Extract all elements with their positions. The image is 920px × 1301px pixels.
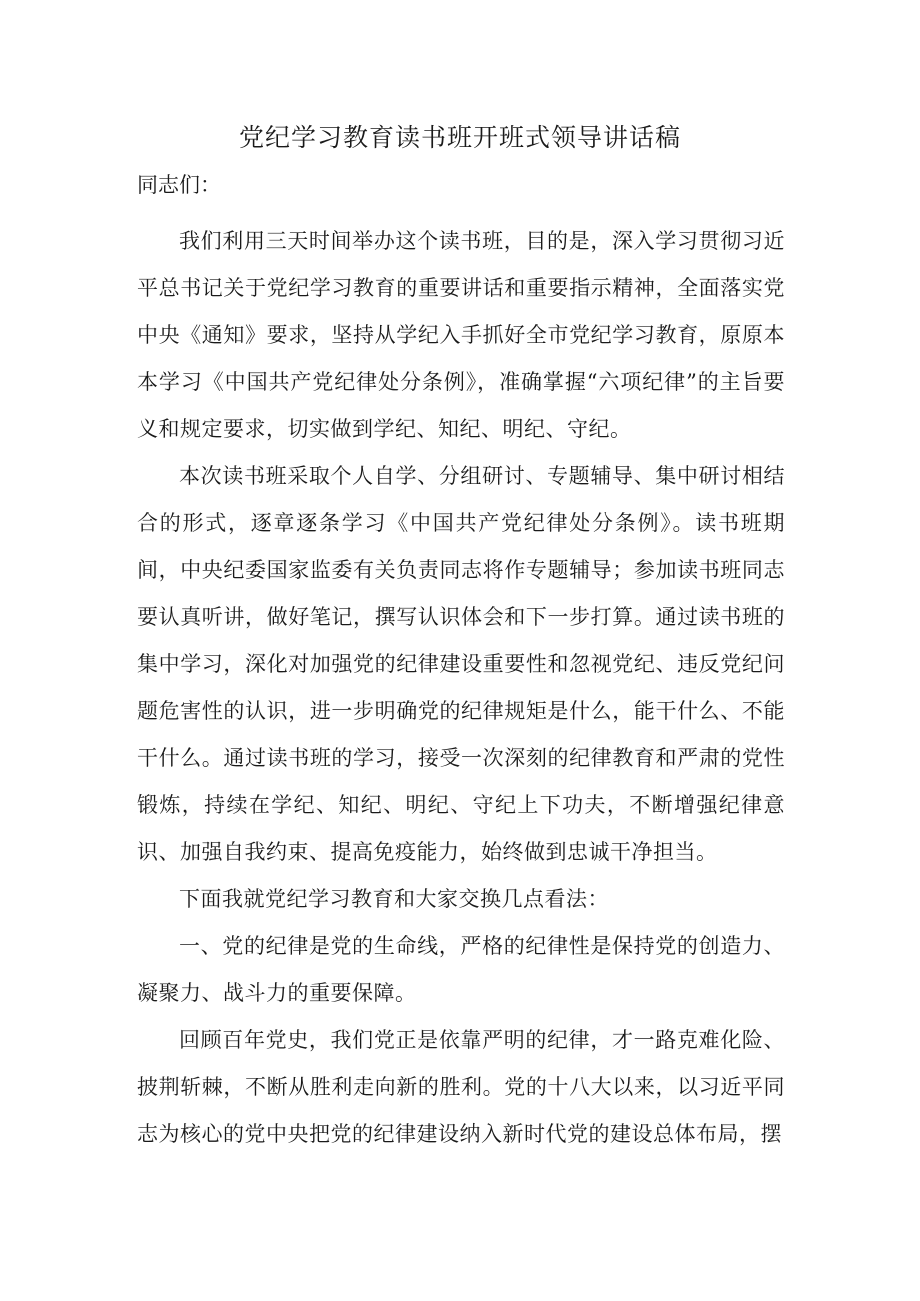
document-body [137, 218, 785, 1158]
paragraph-1: 我们利用三天时间举办这个读书班，目的是，深入学习贯彻习近平总书记关于党纪学习教育的重要讲话和重要指示精神，全面落实党中央《通知》要求，坚持从学纪入手抓好全市党纪学习教育，原原本本学习《中国共产党纪律处分条例》，准确掌握“六项纪律”的主旨要义和规定要求，切实做到学纪、知纪、明纪、守纪。 [137, 229, 785, 441]
document-title: 党纪学习教育读书班开班式领导讲话稿 [238, 123, 681, 152]
paragraph-4: 回顾百年党史，我们党正是依靠严明的纪律，才一路克难化险、披荆斩棘，不断从胜利走向新的胜利。党的十八大以来，以习近平同志为核心的党中央把党的纪律建设纳入新时代党的建设总体布局，摆 [137, 1028, 785, 1146]
paragraph-3: 下面我就党纪学习教育和大家交换几点看法： [179, 887, 609, 911]
section-heading-1: 一、党的纪律是党的生命线，严格的纪律性是保持党的创造力、凝聚力、战斗力的重要保障。 [137, 934, 785, 1005]
salutation: 同志们： [137, 173, 221, 197]
paragraph-2: 本次读书班采取个人自学、分组研讨、专题辅导、集中研讨相结合的形式，逐章逐条学习《中国共产党纪律处分条例》。读书班期间，中央纪委国家监委有关负责同志将作专题辅导；参加读书班同志要认真听讲，做好笔记，撰写认识体会和下一步打算。通过读书班的集中学习，深化对加强党的纪律建设重要性和忽视党纪、违反党纪问题危害性的认识，进一步明确党的纪律规矩是什么，能干什么、不能干什么。通过读书班的学习，接受一次深刻的纪律教育和严肃的党性锻炼，持续在学纪、知纪、明纪、守纪上下功夫，不断增强纪律意识、加强自我约束、提高免疫能力，始终做到忠诚干净担当。 [137, 464, 785, 864]
